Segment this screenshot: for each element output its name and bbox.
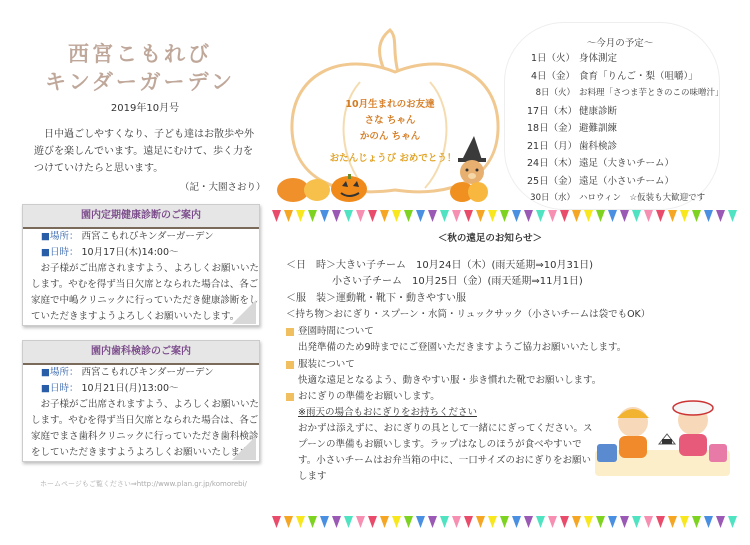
bunting-flag: [284, 210, 293, 222]
section-onigiri-body: おかずは添えずに、おにぎりの具として一緒ににぎってください。スプーンの準備もお願いします。ラップはなしのほうが食べやすいです。小さいチームはお弁当箱の中に、一口サイズのおにぎりをお願いします: [298, 423, 593, 482]
bunting-flag: [284, 516, 293, 528]
bunting-flag: [572, 516, 581, 528]
bunting-flag: [344, 516, 353, 528]
bunting-top: [272, 210, 742, 224]
schedule-item: 18日（金） 避難訓練: [527, 123, 618, 134]
issue-date: 2019年10月号: [110, 103, 180, 114]
square-bullet-icon: [286, 361, 294, 369]
dental-check-notice: [22, 340, 260, 462]
schedule-item: 21日（月） 歯科検診: [527, 140, 618, 152]
bunting-flag: [524, 516, 533, 528]
bunting-flag: [416, 210, 425, 222]
bunting-flag: [704, 516, 713, 528]
bunting-flag: [596, 516, 605, 528]
section-arrival-title: 登園時間について: [298, 326, 374, 337]
newsletter-title-line2: キンダーガーデン: [44, 70, 236, 94]
excursion-title: ＜秋の遠足のお知らせ＞: [437, 233, 543, 244]
excursion-items: おにぎり・スプーン・水筒・リュックサック（小さいチームは袋でもOK）: [333, 309, 651, 320]
schedule-item: 25日（金） 遠足（小さいチーム）: [527, 175, 675, 187]
dental-check-date-label: ■日時：: [41, 383, 79, 394]
bunting-flag: [380, 210, 389, 222]
bunting-flag: [476, 516, 485, 528]
bunting-flag: [452, 210, 461, 222]
bunting-flag: [392, 516, 401, 528]
schedule-title: ～今月の予定～: [586, 38, 654, 49]
intro-text: 日中過ごしやすくなり、子ども達はお散歩や外遊びを楽しんでいます。遠足にむけて、歩く力をつけていけたらと思います。: [34, 129, 254, 174]
excursion-clothes-label: ＜服 装＞: [286, 293, 336, 304]
bunting-flag: [668, 516, 677, 528]
bunting-flag: [692, 516, 701, 528]
bunting-flag: [404, 516, 413, 528]
section-onigiri-note: ※雨天の場合もおにぎりをお持ちください: [298, 407, 477, 418]
section-arrival-body: 出発準備のため9時までにご登園いただきますようご協力お願いいたします。: [298, 342, 627, 353]
bunting-flag: [308, 210, 317, 222]
excursion-date-small: 小さい子チーム 10月25日（金）(雨天延期⇒11月1日): [332, 276, 583, 287]
schedule-item: 4日（金） 食育「りんご・梨（咀嚼）」: [530, 70, 698, 82]
bunting-flag: [320, 210, 329, 222]
bunting-flag: [680, 516, 689, 528]
bunting-flag: [584, 210, 593, 222]
bunting-flag: [272, 516, 281, 528]
bunting-flag: [692, 210, 701, 222]
kids-picnic-illustration: [595, 390, 730, 480]
bunting-flag: [584, 516, 593, 528]
bunting-flag: [368, 516, 377, 528]
excursion-date-label: ＜日 時＞: [286, 260, 336, 271]
bunting-flag: [536, 210, 545, 222]
bunting-flag: [548, 516, 557, 528]
bunting-flag: [416, 516, 425, 528]
bunting-flag: [572, 210, 581, 222]
bunting-flag: [296, 210, 305, 222]
bunting-flag: [500, 210, 509, 222]
bunting-flag: [644, 516, 653, 528]
schedule-item: 17日（木） 健康診断: [527, 105, 618, 117]
bunting-flag: [296, 516, 305, 528]
bunting-flag: [716, 516, 725, 528]
bunting-flag: [560, 210, 569, 222]
dental-check-place-label: ■場所：: [41, 367, 79, 378]
page-curl-icon: [232, 436, 256, 460]
bunting-flag: [512, 516, 521, 528]
schedule-item: 30日（水） ハロウィン ☆仮装も大歓迎です: [530, 193, 706, 203]
bunting-flag: [308, 516, 317, 528]
bunting-flag: [608, 210, 617, 222]
excursion-date-big: 大きい子チーム 10月24日（木）(雨天延期⇒10月31日): [336, 260, 594, 271]
schedule-list: [527, 50, 727, 208]
bunting-flag: [644, 210, 653, 222]
health-check-place-label: ■場所：: [41, 231, 79, 242]
bunting-flag: [512, 210, 521, 222]
bunting-flag: [332, 516, 341, 528]
bunting-flag: [596, 210, 605, 222]
dental-check-title: 園内歯科検診のご案内: [23, 341, 259, 365]
bunting-flag: [452, 516, 461, 528]
square-bullet-icon: [286, 393, 294, 401]
bunting-flag: [620, 210, 629, 222]
health-check-body: お子様がご出席されますよう、よろしくお願いいたします。やむを得ず当日欠席となられた場合は、各ご家庭で中嶋クリニックに行っていただき健康診断をしていただきますようよろしくお願いいたします。: [31, 263, 260, 322]
bunting-flag: [428, 210, 437, 222]
bunting-flag: [728, 516, 737, 528]
bunting-flag: [632, 516, 641, 528]
health-check-title: 園内定期健康診断のご案内: [23, 205, 259, 229]
bunting-flag: [356, 516, 365, 528]
birthday-line1: 10月生まれのお友達: [345, 99, 435, 110]
bunting-flag: [380, 516, 389, 528]
bunting-flag: [464, 516, 473, 528]
intro-author: （記・大園さおり）: [180, 182, 266, 193]
bunting-flag: [632, 210, 641, 222]
homepage-link[interactable]: ホームページもご覧ください⇒http://www.plan.gr.jp/komorebi/: [40, 480, 247, 488]
newsletter-title-line1: 西宮こもれび: [68, 42, 212, 66]
health-check-date-label: ■日時：: [41, 247, 79, 258]
bunting-flag: [608, 516, 617, 528]
excursion-clothes: 運動靴・靴下・動きやすい服: [336, 293, 466, 304]
birthday-line3: かのん ちゃん: [359, 131, 421, 142]
bunting-flag: [500, 516, 509, 528]
bunting-flag: [440, 516, 449, 528]
bunting-flag: [356, 210, 365, 222]
schedule-item: 8日（火） お料理「さつま芋ときのこの味噌汁」: [535, 88, 724, 98]
bunting-bottom: [272, 516, 742, 530]
bunting-flag: [680, 210, 689, 222]
bunting-flag: [704, 210, 713, 222]
bunting-flag: [476, 210, 485, 222]
bunting-flag: [272, 210, 281, 222]
bunting-flag: [668, 210, 677, 222]
square-bullet-icon: [286, 328, 294, 336]
health-check-place: 西宮こもれびキンダーガーデン: [81, 231, 214, 242]
dental-check-body: お子様がご出席されますよう、よろしくお願いいたします。やむを得ず当日欠席となられた場合は、各ご家庭でまさ歯科クリニックに行っていただき歯科検診をしていただきますようよろしくお願いいたします。: [31, 399, 260, 458]
bunting-flag: [392, 210, 401, 222]
schedule-item: 24日（木） 遠足（大きいチーム）: [527, 158, 675, 169]
bunting-flag: [320, 516, 329, 528]
bunting-flag: [428, 516, 437, 528]
dental-check-date: 10月21日(月)13:00～: [81, 383, 179, 394]
dental-check-place: 西宮こもれびキンダーガーデン: [81, 367, 214, 378]
section-onigiri-title: おにぎりの準備をお願いします。: [298, 391, 440, 402]
bunting-flag: [656, 210, 665, 222]
schedule-item: 1日（火） 身体測定: [530, 53, 618, 64]
bunting-flag: [344, 210, 353, 222]
birthday-line2: さな ちゃん: [364, 115, 416, 126]
bunting-flag: [440, 210, 449, 222]
bunting-flag: [536, 516, 545, 528]
bunting-flag: [332, 210, 341, 222]
bunting-flag: [524, 210, 533, 222]
bunting-flag: [656, 516, 665, 528]
bunting-flag: [488, 210, 497, 222]
bunting-flag: [368, 210, 377, 222]
pumpkins-icon: [275, 168, 375, 204]
section-clothes-body: 快適な遠足となるよう、動きやすい服・歩き慣れた靴でお願いします。: [298, 375, 602, 386]
health-check-notice: [22, 204, 260, 326]
birthday-line4: おたんじょうび おめでとう！: [329, 153, 457, 164]
health-check-date: 10月17日(木)14:00～: [81, 247, 179, 258]
bunting-flag: [548, 210, 557, 222]
bunting-flag: [716, 210, 725, 222]
bunting-flag: [404, 210, 413, 222]
bear-witch-icon: [448, 134, 504, 204]
bunting-flag: [620, 516, 629, 528]
page-curl-icon: [232, 300, 256, 324]
bunting-flag: [488, 516, 497, 528]
bunting-flag: [464, 210, 473, 222]
bunting-flag: [728, 210, 737, 222]
excursion-items-label: ＜持ち物＞: [286, 309, 334, 320]
bunting-flag: [560, 516, 569, 528]
section-clothes-title: 服装について: [298, 359, 355, 370]
